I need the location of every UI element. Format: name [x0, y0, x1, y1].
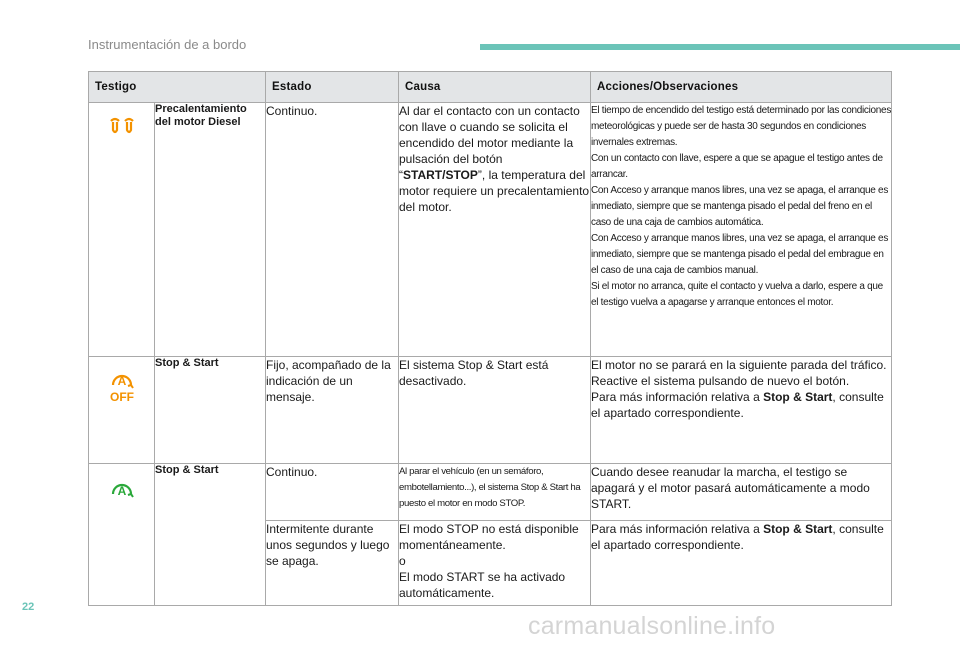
acciones-text: , consulte el apartado correspondiente. [591, 522, 884, 552]
causa-line: El modo STOP no está disponible momentáneamente. [399, 522, 579, 552]
causa-line: El modo START se ha activado automáticamente. [399, 570, 566, 600]
icon-cell [89, 103, 155, 357]
icon-cell [89, 357, 155, 464]
warning-lights-table [88, 71, 892, 606]
table-header-row [89, 72, 892, 103]
acciones-text: Para más información relativa a [591, 522, 764, 536]
acciones-bold: Stop & Start [763, 390, 833, 404]
header-accent-bar [480, 44, 960, 50]
estado-cell: Continuo. [266, 464, 399, 521]
acciones-text: , consulte el apartado correspondiente. [591, 390, 884, 420]
table-row [89, 103, 892, 357]
page-number: 22 [22, 601, 35, 613]
acciones-cell [591, 103, 892, 357]
estado-cell: Continuo. [266, 103, 399, 357]
svg-text:A: A [117, 484, 126, 498]
acciones-cell [591, 357, 892, 464]
off-label: OFF [109, 390, 134, 403]
section-title: Instrumentación de a bordo [88, 37, 247, 52]
causa-cell [399, 521, 591, 606]
watermark: carmanualsonline.info [528, 612, 776, 640]
acciones-line: Con Acceso y arranque manos libres, una vez se apaga, el arranque es inmediato, siempre que se mantenga pisado el pedal del freno en el caso de una caja de cambios automática. [591, 185, 889, 228]
acciones-line: Reactive el sistema pulsando de nuevo el botón. [591, 374, 850, 388]
causa-cell: Al parar el vehículo (en un semáforo, embotellamiento...), el sistema Stop & Start ha puesto el motor en modo STOP. [399, 464, 591, 521]
acciones-cell [591, 521, 892, 606]
light-name: Stop & Start [155, 357, 266, 464]
acciones-bold: Stop & Start [763, 522, 833, 536]
causa-bold: START/STOP [403, 168, 478, 182]
light-name: Stop & Start [155, 464, 266, 606]
glow-plug-icon [109, 117, 135, 140]
acciones-line: Si el motor no arranca, quite el contacto y vuelva a darlo, espere a que el testigo vuelva a apagarse y arranque entonces el motor. [591, 281, 883, 308]
column-header-testigo: Testigo [89, 72, 266, 103]
estado-cell: Intermitente durante unos segundos y luego se apaga. [266, 521, 399, 606]
acciones-text: Para más información relativa a [591, 390, 764, 404]
stop-start-off-icon [107, 369, 137, 408]
acciones-line: El tiempo de encendido del testigo está determinado por las condiciones meteorológicas y puede ser de hasta 30 segundos en condiciones invernales extremas. [591, 105, 892, 148]
light-name: Precalentamiento del motor Diesel [155, 103, 266, 357]
stop-start-active-icon [107, 476, 137, 507]
acciones-line: El motor no se parará en la siguiente parada del tráfico. [591, 358, 887, 372]
causa-line: o [399, 554, 406, 568]
column-header-causa: Causa [399, 72, 591, 103]
table-row [89, 464, 892, 521]
estado-cell: Fijo, acompañado de la indicación de un mensaje. [266, 357, 399, 464]
icon-cell [89, 464, 155, 606]
svg-text:A: A [117, 374, 126, 388]
causa-cell: El sistema Stop & Start está desactivado. [399, 357, 591, 464]
acciones-line [591, 389, 891, 421]
acciones-line: Con un contacto con llave, espere a que se apague el testigo antes de arrancar. [591, 153, 883, 180]
causa-text: ”, la temperatura del motor requiere un precalentamiento del motor. [399, 168, 590, 214]
acciones-line: Con Acceso y arranque manos libres, una vez se apaga, el arranque es inmediato, siempre que se mantenga pisado el pedal del embrague en el caso de una caja de cambios manual. [591, 233, 889, 276]
acciones-cell: Cuando desee reanudar la marcha, el testigo se apagará y el motor pasará automáticamente a modo START. [591, 464, 892, 521]
column-header-estado: Estado [266, 72, 399, 103]
causa-cell [399, 103, 591, 357]
causa-text: Al dar el contacto con un contacto con llave o cuando se solicita el encendido del motor mediante la pulsación del botón “ [399, 104, 580, 182]
column-header-acciones: Acciones/Observaciones [591, 72, 892, 103]
table-row [89, 357, 892, 464]
